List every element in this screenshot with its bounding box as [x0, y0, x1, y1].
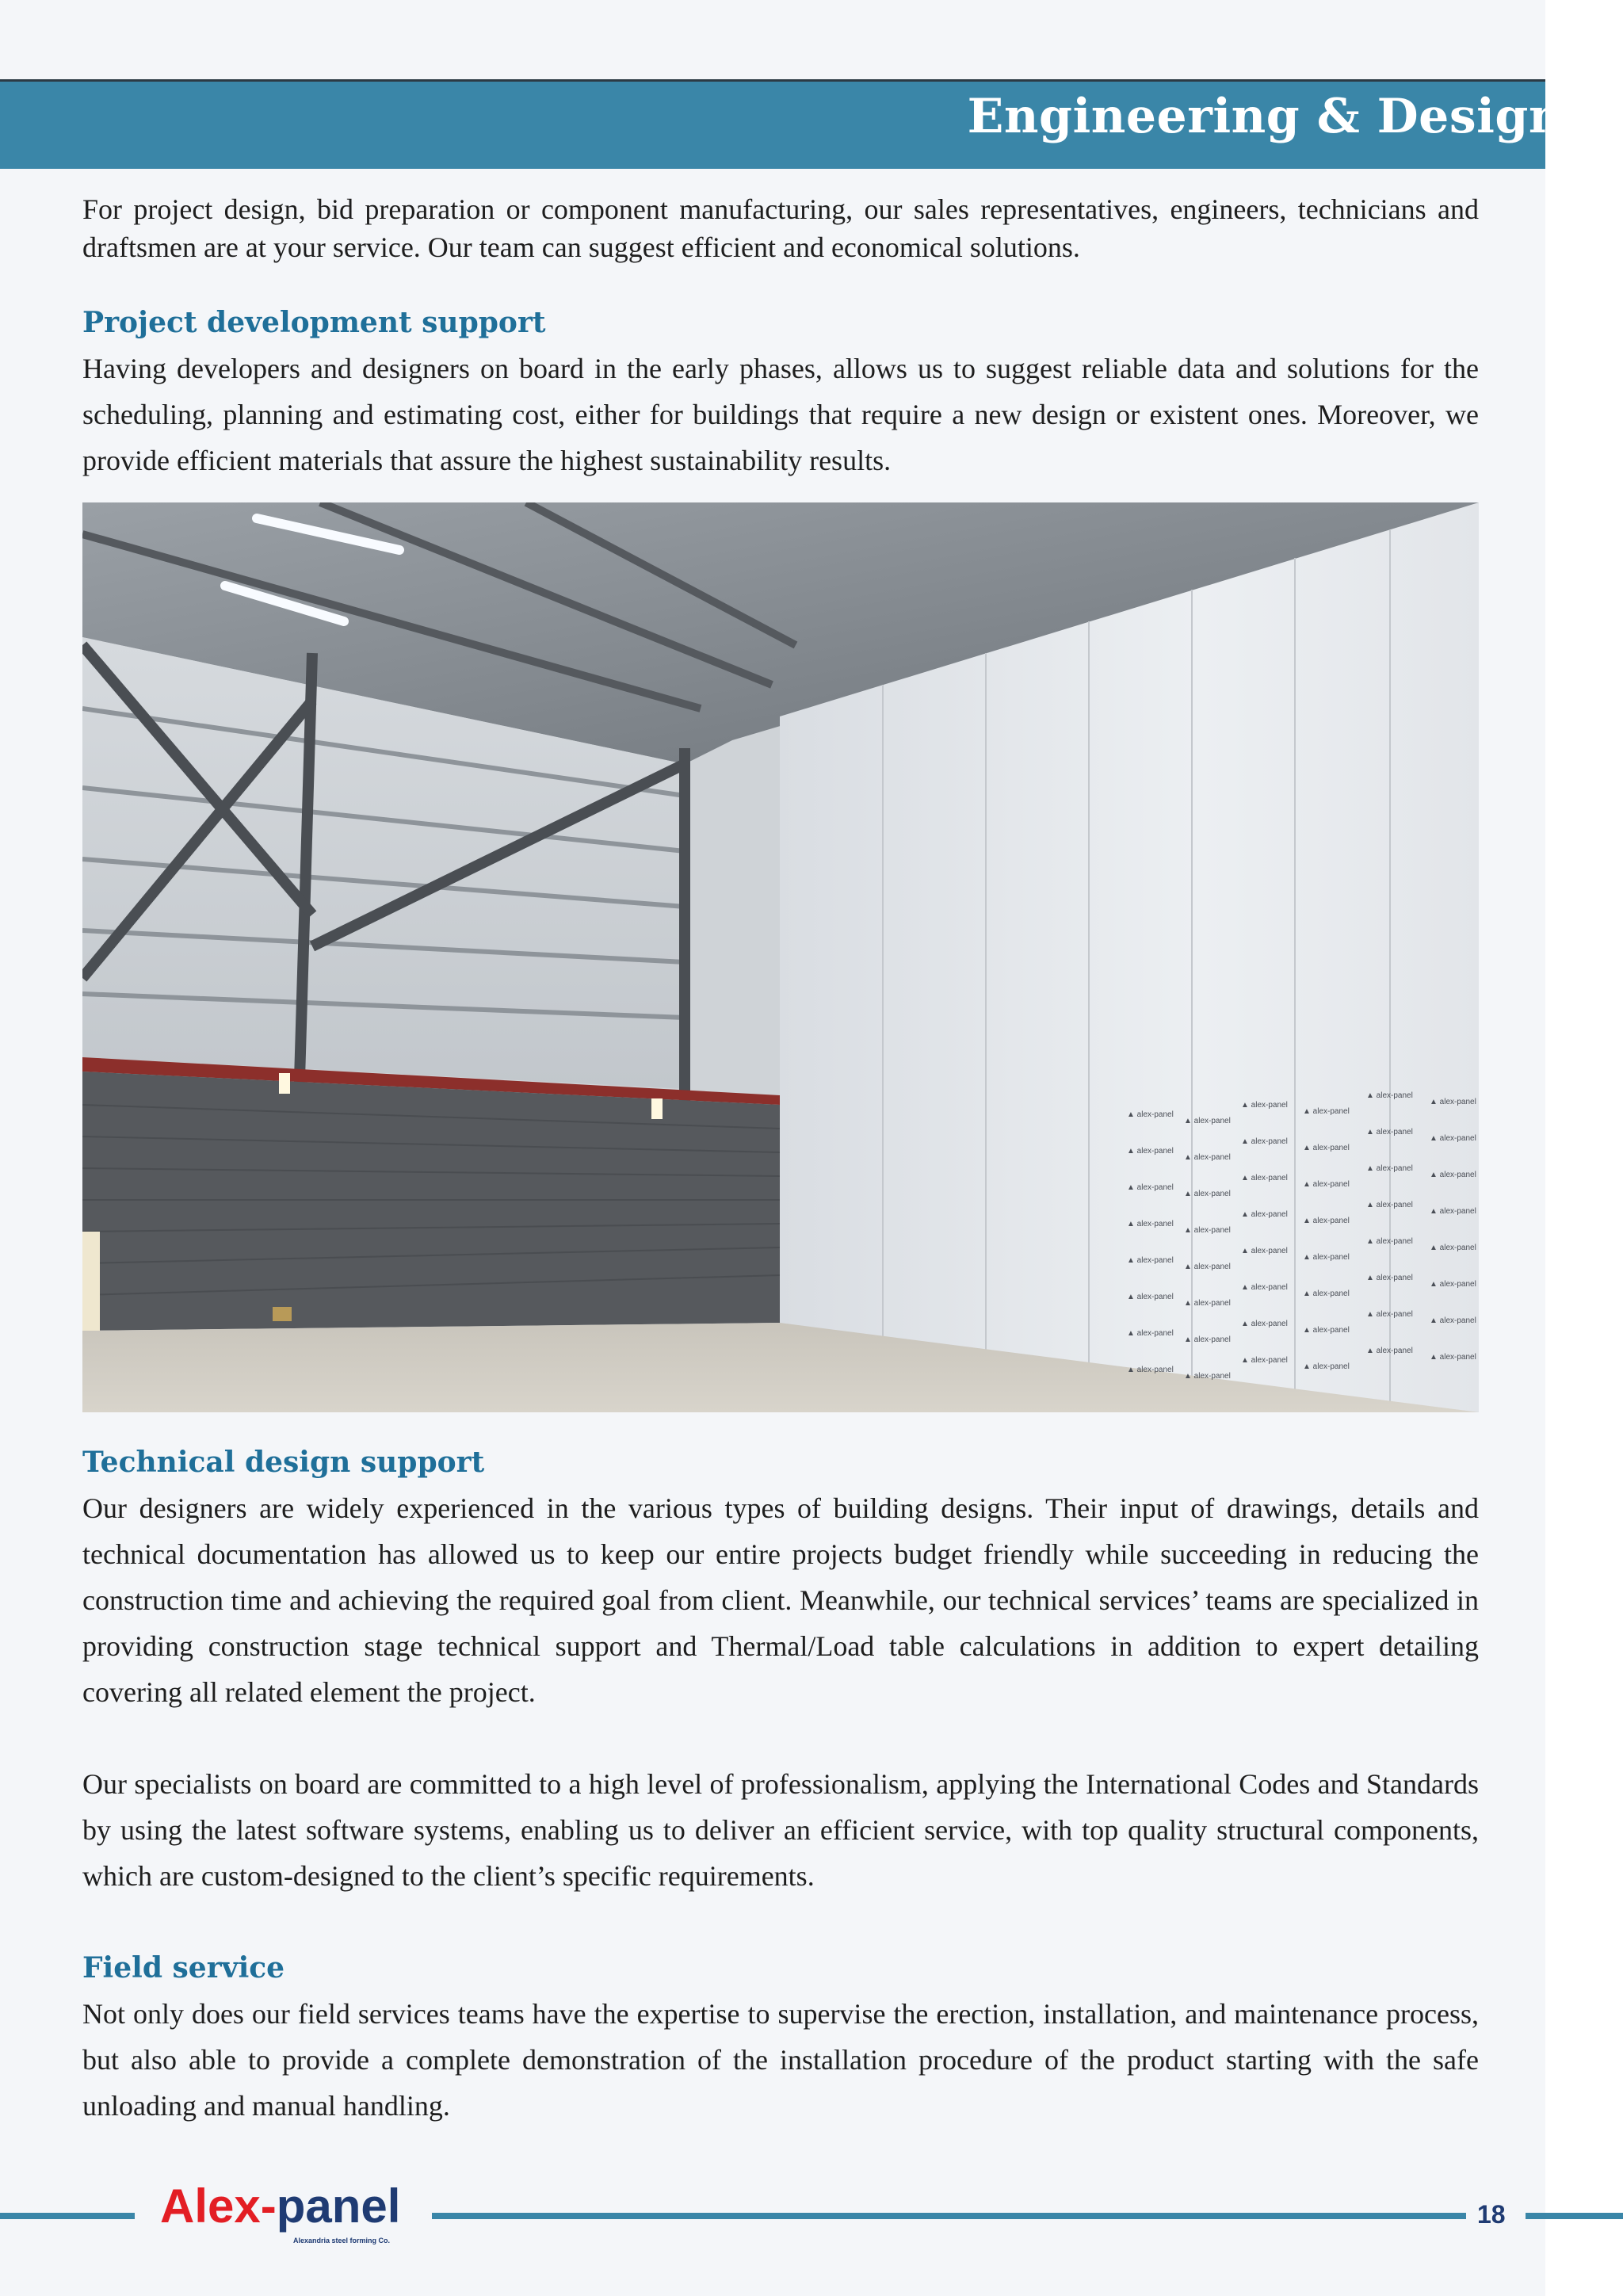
panel-film-label: ▲ alex-panel: [1366, 1091, 1413, 1100]
panel-film-label: ▲ alex-panel: [1366, 1164, 1413, 1173]
project-development-body: Having developers and designers on board in the early phases, allows us to suggest reliable data and solutions for the scheduling, planning and estimating cost, either for buildings that require a new design or existent ones. Moreover, we provide efficient materials that assure the highest sustainability results.: [82, 353, 1479, 476]
panel-film-label: ▲ alex-panel: [1241, 1283, 1288, 1292]
panel-film-label: ▲ alex-panel: [1184, 1299, 1231, 1308]
panel-film-label: ▲ alex-panel: [1366, 1128, 1413, 1137]
page-number: 18: [1477, 2200, 1506, 2229]
panel-film-label: ▲ alex-panel: [1303, 1217, 1350, 1225]
panel-film-label: ▲ alex-panel: [1241, 1356, 1288, 1365]
panel-film-label: ▲ alex-panel: [1366, 1347, 1413, 1355]
footer-rule-middle: [432, 2213, 1466, 2219]
panel-film-label: ▲ alex-panel: [1184, 1263, 1231, 1271]
panel-film-label: ▲ alex-panel: [1241, 1101, 1288, 1110]
panel-film-label: ▲ alex-panel: [1430, 1207, 1476, 1216]
panel-film-label: ▲ alex-panel: [1241, 1320, 1288, 1328]
warehouse-illustration: [82, 502, 1479, 1412]
field-service-body: Not only does our field services teams have the expertise to supervise the erection, installation, and maintenance process, but also able to provide a complete demonstration of the installation procedure of the product starting with the safe unloading and manual handling.: [82, 1998, 1479, 2122]
panel-film-label: ▲ alex-panel: [1303, 1107, 1350, 1116]
panel-film-label: ▲ alex-panel: [1127, 1220, 1174, 1228]
warehouse-photo: [82, 502, 1479, 1412]
panel-film-label: ▲ alex-panel: [1366, 1274, 1413, 1282]
panel-film-label: ▲ alex-panel: [1127, 1366, 1174, 1374]
panel-film-label: ▲ alex-panel: [1366, 1237, 1413, 1246]
panel-film-label: ▲ alex-panel: [1184, 1335, 1231, 1344]
technical-design-body-1: Our designers are widely experienced in the various types of building designs. Their input of drawings, details and technical documentation has allowed us to keep our entire projects budget friendly while succeeding in reducing the construction time and achieving the required goal from client. Meanwhile, our technical services’ teams are specialized in providing construction stage technical support and Thermal/Load table calculations in addition to expert detailing covering all related element the project.: [82, 1492, 1479, 1708]
panel-film-label: ▲ alex-panel: [1303, 1180, 1350, 1189]
panel-film-label: ▲ alex-panel: [1430, 1171, 1476, 1179]
panel-film-label: ▲ alex-panel: [1127, 1293, 1174, 1301]
intro-paragraph: For project design, bid preparation or component manufacturing, our sales representatives, engineers, technicians and draftsmen are at your service. Our team can suggest efficient and economical solutions.: [82, 193, 1479, 263]
technical-design-body-2: Our specialists on board are committed to a high level of professionalism, applying the International Codes and Standards by using the latest software systems, enabling us to deliver an efficient service, with top quality structural components, which are custom-designed to the client’s specific requirements.: [82, 1768, 1479, 1892]
project-development-heading: Project development support: [82, 306, 546, 339]
panel-film-label: ▲ alex-panel: [1303, 1326, 1350, 1335]
logo-tagline: Alexandria steel forming Co.: [293, 2237, 391, 2244]
logo-alex-text: Alex: [160, 2179, 261, 2233]
panel-film-label: ▲ alex-panel: [1430, 1244, 1476, 1252]
panel-film-label: ▲ alex-panel: [1430, 1280, 1476, 1289]
panel-film-label: ▲ alex-panel: [1241, 1247, 1288, 1255]
panel-film-label: ▲ alex-panel: [1184, 1226, 1231, 1235]
panel-film-label: ▲ alex-panel: [1303, 1362, 1350, 1371]
panel-film-label: ▲ alex-panel: [1127, 1329, 1174, 1338]
alex-panel-logo: [160, 2181, 400, 2232]
panel-film-label: ▲ alex-panel: [1430, 1098, 1476, 1106]
paragraph-spacer: [82, 1715, 1479, 1761]
panel-film-label: ▲ alex-panel: [1127, 1256, 1174, 1265]
panel-film-label: ▲ alex-panel: [1430, 1316, 1476, 1325]
panel-film-label: ▲ alex-panel: [1241, 1174, 1288, 1182]
panel-film-label: ▲ alex-panel: [1184, 1372, 1231, 1381]
panel-film-label: ▲ alex-panel: [1303, 1253, 1350, 1262]
footer-rule-right: [1526, 2213, 1623, 2219]
logo-dash-text: -: [260, 2179, 277, 2233]
page-title: Engineering & Design: [967, 89, 1564, 144]
panel-film-label: ▲ alex-panel: [1430, 1134, 1476, 1143]
panel-film-label: ▲ alex-panel: [1184, 1117, 1231, 1125]
panel-film-label: ▲ alex-panel: [1127, 1110, 1174, 1119]
panel-film-label: ▲ alex-panel: [1241, 1210, 1288, 1219]
panel-film-label: ▲ alex-panel: [1366, 1310, 1413, 1319]
panel-film-label: ▲ alex-panel: [1303, 1289, 1350, 1298]
panel-film-label: ▲ alex-panel: [1303, 1144, 1350, 1152]
panel-film-label: ▲ alex-panel: [1241, 1137, 1288, 1146]
panel-film-label: ▲ alex-panel: [1430, 1353, 1476, 1362]
logo-panel-text: panel: [276, 2179, 401, 2233]
panel-film-label: ▲ alex-panel: [1127, 1147, 1174, 1156]
field-service-heading: Field service: [82, 1951, 285, 1985]
panel-film-label: ▲ alex-panel: [1184, 1190, 1231, 1198]
footer-rule-left: [0, 2213, 135, 2219]
panel-film-label: ▲ alex-panel: [1184, 1153, 1231, 1162]
main-content: [82, 190, 1479, 2129]
panel-film-label: ▲ alex-panel: [1127, 1183, 1174, 1192]
technical-design-heading: Technical design support: [82, 1446, 485, 1479]
panel-film-label: ▲ alex-panel: [1366, 1201, 1413, 1209]
